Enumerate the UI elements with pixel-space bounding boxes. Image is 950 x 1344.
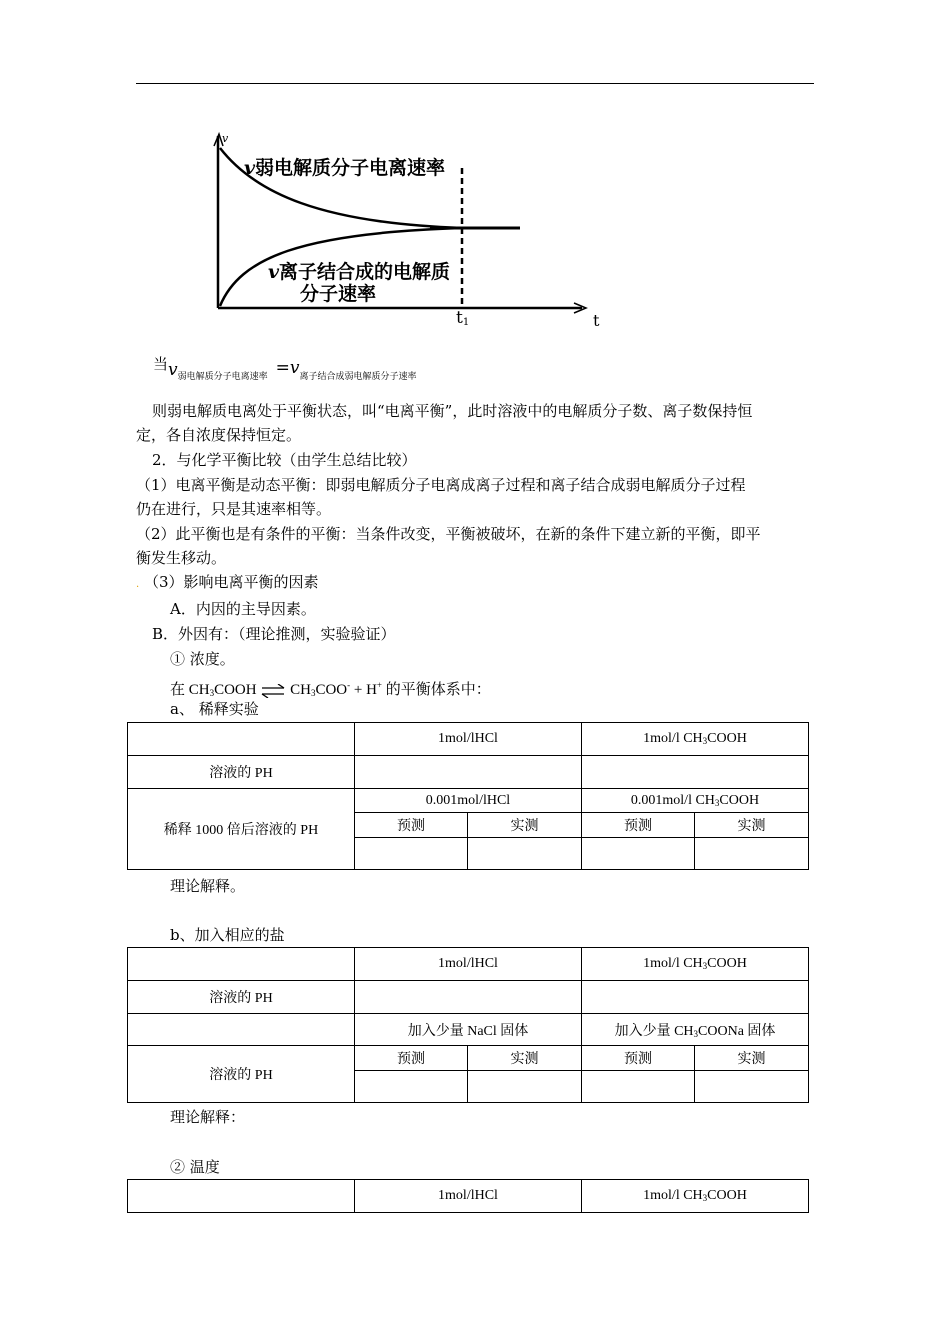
t1-cell-empty[interactable]	[582, 838, 695, 870]
t2-actual-acetic: 实测	[695, 1046, 809, 1071]
paragraph-12: b、加入相应的盐	[170, 926, 285, 944]
paragraph-11: 理论解释。	[170, 877, 246, 895]
t2-predict-acetic: 预测	[582, 1046, 695, 1071]
lower-curve-label-line1: v离子结合成的电解质	[268, 261, 451, 283]
t1-col-hcl: 1mol/lHCl	[355, 723, 582, 756]
t1-cell-empty[interactable]	[695, 838, 809, 870]
t1-ph-acetic[interactable]	[582, 756, 809, 789]
t2-cell-empty[interactable]	[468, 1071, 582, 1103]
y-axis-label: v	[222, 132, 229, 145]
paragraph-5	[136, 572, 319, 595]
upper-curve-label: v弱电解质分子电离速率	[244, 157, 446, 179]
paragraph-6: A．内因的主导因素。	[170, 600, 316, 618]
eq-equals: =	[275, 358, 290, 378]
equilibrium-equation: 在 $CH_3COOH$ $CH_3COO^- + H^+$ 的平衡体系中：	[170, 680, 491, 698]
t1-cell-empty[interactable]	[355, 838, 468, 870]
t2-cell-empty[interactable]	[695, 1071, 809, 1103]
paragraph-7: B．外因有：（理论推测，实验验证）	[152, 625, 396, 643]
t1-label: t1	[456, 308, 470, 328]
edit-mark: .	[136, 579, 140, 590]
x-axis-label: t	[593, 311, 600, 330]
t2-actual-hcl: 实测	[468, 1046, 582, 1071]
t1-dilute-hcl: 0.001mol/lHCl	[355, 789, 582, 813]
t3-col-acetic: 1mol/l $CH_3COOH$	[582, 1180, 809, 1213]
equilibrium-condition	[153, 354, 417, 382]
t2-predict-hcl: 预测	[355, 1046, 468, 1071]
t3-col-hcl: 1mol/lHCl	[355, 1180, 582, 1213]
paragraph-14: ② 温度	[170, 1158, 220, 1176]
t3-corner	[128, 1180, 355, 1213]
paragraph-10: a、 稀释实验	[170, 700, 259, 718]
dilution-table	[127, 722, 809, 870]
ionization-rate-graph	[200, 128, 620, 338]
t1-predict-hcl: 预测	[355, 813, 468, 838]
header-rule	[136, 83, 814, 84]
eq-v1: v	[168, 360, 178, 380]
eq-sub2: 离子结合成弱电解质分子速率	[299, 372, 417, 382]
eq-v2: v	[289, 358, 300, 378]
t1-ph-hcl[interactable]	[355, 756, 582, 789]
paragraph-5-text: （3）影响电离平衡的因素	[143, 573, 319, 591]
paragraph-1-line2: 定，各自浓度保持恒定。	[136, 426, 302, 444]
t2-cell-empty[interactable]	[355, 1071, 468, 1103]
reversible-arrow-icon	[260, 684, 286, 698]
paragraph-4-line2: 衡发生移动。	[136, 549, 227, 567]
t1-predict-acetic: 预测	[582, 813, 695, 838]
t2-cell-empty[interactable]	[582, 1071, 695, 1103]
t2-row-ph2: 溶液的 PH	[128, 1046, 355, 1103]
t1-cell-empty[interactable]	[468, 838, 582, 870]
paragraph-3-line1: （1）电离平衡是动态平衡：即弱电解质分子电离成离子过程和离子结合成弱电解质分子过程	[136, 476, 746, 494]
t2-ph-hcl[interactable]	[355, 981, 582, 1014]
t1-corner	[128, 723, 355, 756]
salt-addition-table	[127, 947, 809, 1103]
paragraph-8: ① 浓度。	[170, 650, 235, 668]
paragraph-4-line1: （2）此平衡也是有条件的平衡：当条件改变，平衡被破坏，在新的条件下建立新的平衡，即平	[136, 525, 761, 543]
t1-row-ph: 溶液的 PH	[128, 756, 355, 789]
lower-curve-label-line2: 分子速率	[300, 283, 377, 305]
paragraph-13: 理论解释：	[170, 1108, 246, 1126]
t1-row-dilute: 稀释 1000 倍后溶液的 PH	[128, 789, 355, 870]
t2-add-nacl: 加入少量 NaCl 固体	[355, 1014, 582, 1046]
t2-corner	[128, 948, 355, 981]
t1-dilute-acetic: 0.001mol/l $CH_3COOH$	[582, 789, 809, 813]
t1-actual-hcl: 实测	[468, 813, 582, 838]
t2-blank	[128, 1014, 355, 1046]
eq-sub1: 弱电解质分子电离速率	[177, 372, 268, 382]
t2-col-hcl: 1mol/lHCl	[355, 948, 582, 981]
t1-actual-acetic: 实测	[695, 813, 809, 838]
t2-add-acetate: 加入少量 $CH_3COONa$ 固体	[582, 1014, 809, 1046]
temperature-table	[127, 1179, 809, 1213]
paragraph-1-line1: 则弱电解质电离处于平衡状态，叫“电离平衡”，此时溶液中的电解质分子数、离子数保持恒	[152, 402, 753, 420]
t2-ph-acetic[interactable]	[582, 981, 809, 1014]
t1-col-acetic: 1mol/l $CH_3COOH$	[582, 723, 809, 756]
eq-prefix: 当	[153, 355, 169, 373]
paragraph-2: 2．与化学平衡比较（由学生总结比较）	[152, 451, 417, 469]
paragraph-3-line2: 仍在进行，只是其速率相等。	[136, 500, 332, 518]
t2-col-acetic: 1mol/l $CH_3COOH$	[582, 948, 809, 981]
t2-row-ph: 溶液的 PH	[128, 981, 355, 1014]
